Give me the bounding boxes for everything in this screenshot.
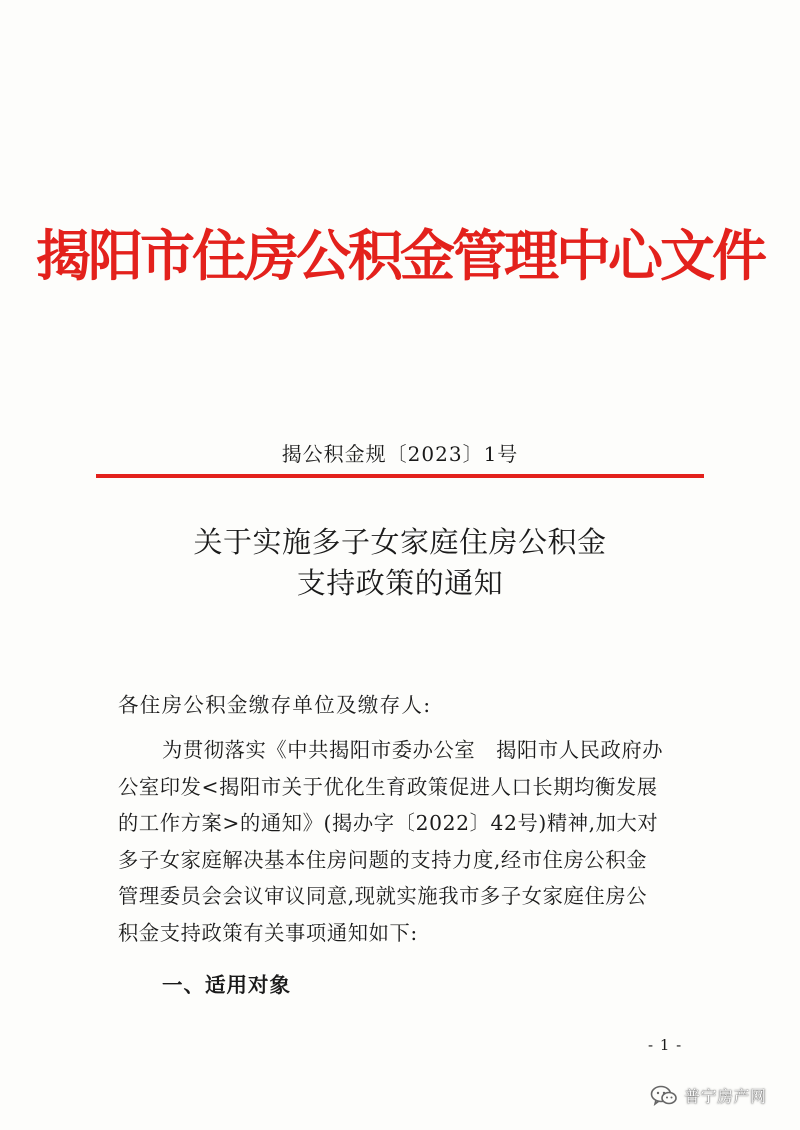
- salutation: 各住房公积金缴存单位及缴存人:: [118, 693, 432, 717]
- red-divider-line: [96, 474, 704, 478]
- document-number: 揭公积金规〔2023〕1号: [281, 442, 519, 466]
- body-line-2: 公室印发<揭阳市关于优化生育政策促进人口长期均衡发展: [118, 774, 658, 799]
- body-line-4: 多子女家庭解决基本住房问题的支持力度,经市住房公积金: [118, 847, 648, 872]
- watermark: [650, 1084, 767, 1107]
- body-line-1: 为贯彻落实《中共揭阳市委办公室 揭阳市人民政府办: [162, 738, 664, 762]
- section-heading: 一、适用对象: [162, 973, 291, 997]
- body-line-5: 管理委员会会议审议同意,现就实施我市多子女家庭住房公: [118, 884, 648, 908]
- body-line-6: 积金支持政策有关事项通知如下:: [118, 920, 418, 945]
- notice-title: [0, 522, 800, 604]
- notice-title-line-1: 关于实施多子女家庭住房公积金: [193, 525, 607, 559]
- page-number: - 1 -: [648, 1036, 683, 1054]
- notice-title-line-2: 支持政策的通知: [296, 566, 504, 600]
- wechat-icon: [650, 1085, 678, 1107]
- body-paragraph: [118, 732, 708, 951]
- body-line-3: 的工作方案>的通知》(揭办字〔2022〕42号)精神,加大对: [118, 811, 659, 835]
- document-header-title: 揭阳市住房公积金管理中心文件: [35, 224, 764, 288]
- watermark-text: 普宁房产网: [684, 1087, 767, 1106]
